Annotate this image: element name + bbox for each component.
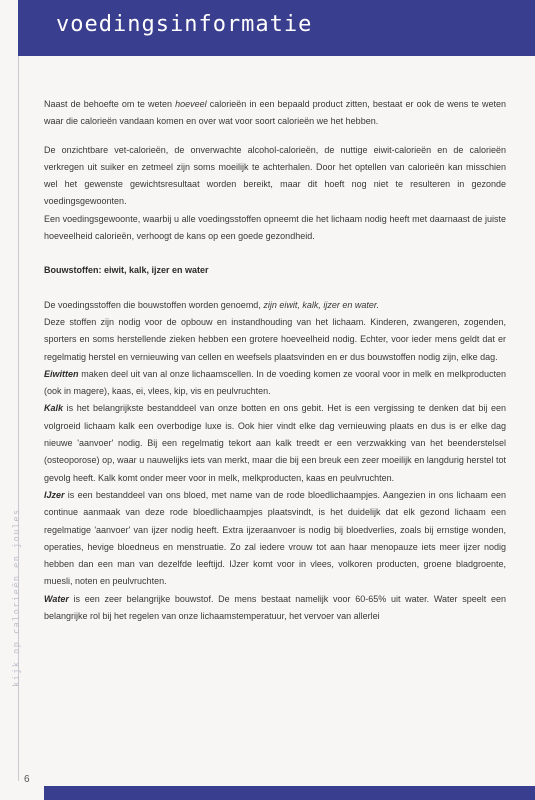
ijzer-paragraph	[44, 487, 506, 591]
text-run: calorieën in een bepaald product zitten, bestaat er ook de wens te weten waar die calorieën vandaan komen en over wat voor soort calorieën we het hebben.	[44, 99, 506, 127]
text-run: Naast de behoefte om te weten	[44, 99, 176, 109]
keyword-ijzer: IJzer	[44, 489, 65, 500]
header-bar	[18, 0, 535, 56]
keyword-water: Water	[44, 593, 69, 604]
water-paragraph	[44, 591, 506, 626]
text-run: De voedingsstoffen die bouwstoffen worden genoemd,	[44, 299, 264, 310]
text-run: is een bestanddeel van ons bloed, met name van de rode bloedlichaampjes. Aangezien in ons lichaam een continue aanmaak van deze rode bloedlichaampjes plaatsvindt, is het duidelijk dat elk gezond lichaam een regelmatige 'aanvoer' van ijzer nodig heeft. Extra ijzeraanvoer is nodig bij bloedverlies, zoals bij ernstige wonden, operaties, hevige bloedneus en menstruatie. Zo zal iedere vrouw tot aan haar menopauze iets meer ijzer nodig hebben dan een man van dezelfde leeftijd. IJzer komt voor in vlees, volkoren producten, groene bladgroente, muesli, noten en peulvruchten.	[44, 489, 506, 587]
section-paragraph-1	[44, 297, 506, 314]
section-heading: Bouwstoffen: eiwit, kalk, ijzer en water	[44, 265, 209, 276]
page-number: 6	[24, 774, 30, 785]
kalk-paragraph	[44, 400, 506, 486]
section-paragraph-2: Deze stoffen zijn nodig voor de opbouw en instandhouding van het lichaam. Kinderen, zwangeren, zogenden, sporters en soms herstellende zieken hebben een grotere hoeveelheid nodig. Echter, voor ieder mens geldt dat er regelmatig herstel en vernieuwing van cellen en weefsels plaatsvinden en er dus bouwstoffen nodig zijn, elke dag.	[44, 316, 506, 362]
article-body	[44, 96, 506, 625]
text-run: is het belangrijkste bestanddeel van onze botten en ons gebit. Het is een vergissing te denken dat bij een volgroeid lichaam kalk een overbodige luxe is. Ook hier vindt elke dag vernieuwing plaats en dus is er elke dag nieuwe 'aanvoer' nodig. Bij een regelmatig tekort aan kalk treedt er een verzwakking van het beenderstelsel (osteoporose) op, waar u nauwelijks iets van merkt, maar die bij een breuk een zeer moeilijk en langdurig herstel tot gevolg heeft. Kalk komt onder meer voor in melk, melkproducten, kaas en peulvruchten.	[44, 403, 506, 483]
emphasis-text: hoeveel	[175, 99, 207, 109]
eiwit-paragraph	[44, 366, 506, 401]
footer-bar	[44, 786, 535, 800]
vertical-section-label: kijk op calorieën en joules	[12, 508, 22, 687]
keyword-kalk: Kalk	[44, 403, 64, 414]
page-title: voedingsinformatie	[56, 12, 313, 37]
intro-paragraph-1	[44, 96, 506, 131]
text-run: is een zeer belangrijke bouwstof. De mens bestaat namelijk voor 60-65% uit water. Water speelt een belangrijke rol bij het regelen van onze lichaamstemperatuur, het vervoer van allerlei	[44, 593, 506, 622]
emphasis-text: zijn eiwit, kalk, ijzer en water.	[263, 299, 380, 310]
intro-paragraph-2: De onzichtbare vet-calorieën, de onverwachte alcohol-calorieën, de nuttige eiwit-calorieën en de calorieën verkregen uit suiker en zetmeel zijn soms moeilijk te achterhalen. Door het optellen van calorieën kan misschien wel het gewenste gewichtsresultaat worden bereikt, maar dit hoeft nog niet te resulteren in gezonde voedingsgewoonten.	[44, 144, 506, 207]
keyword-eiwitten: Eiwitten	[44, 368, 79, 379]
intro-paragraph-3: Een voedingsgewoonte, waarbij u alle voedingsstoffen opneemt die het lichaam nodig heeft met daarnaast de juiste hoeveelheid calorieën, verhoogt de kans op een goede gezondheid.	[44, 213, 506, 242]
text-run: maken deel uit van al onze lichaamscellen. In de voeding komen ze vooral voor in melk en melkproducten (ook in magere), kaas, ei, vlees, kip, vis en peulvruchten.	[44, 368, 506, 397]
